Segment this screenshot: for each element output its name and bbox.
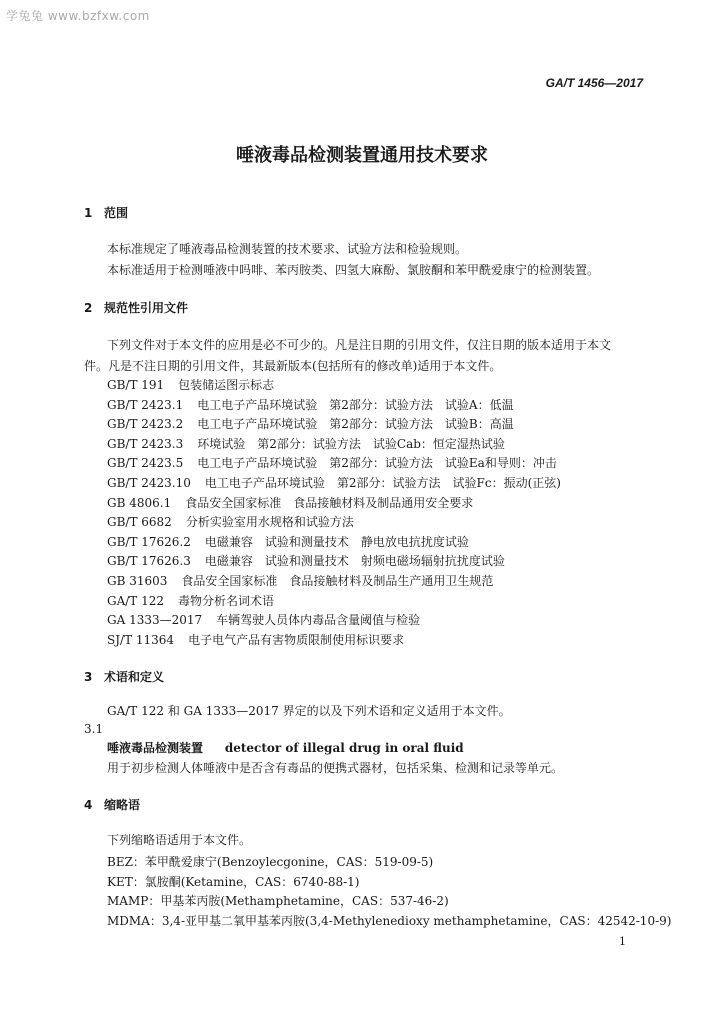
- reference-title: 毒物分析名词术语: [178, 593, 275, 608]
- reference-code: GB/T 6682: [107, 515, 172, 530]
- reference-code: GB/T 17626.2: [107, 534, 191, 549]
- section-2-intro-line-2: 件。凡是不注日期的引用文件，其最新版本(包括所有的修改单)适用于本文件。: [84, 359, 502, 373]
- abbreviation-item: KET：氯胺酮(Ketamine，CAS：6740-88-1): [107, 874, 360, 889]
- reference-code: GB/T 17626.3: [107, 554, 191, 569]
- reference-code: GA 1333—2017: [107, 613, 203, 628]
- reference-code: GB 31603: [107, 574, 168, 588]
- reference-code: GB/T 2423.1: [107, 397, 184, 412]
- abbreviation-item: MDMA：3,4-亚甲基二氧甲基苯丙胺(3,4-Methylenedioxy methamphetamine，CAS：42542-10-9): [107, 913, 672, 928]
- reference-title: 环境试验 第2部分：试验方法 试验Cab：恒定湿热试验: [197, 436, 505, 451]
- page-number: 1: [619, 935, 626, 948]
- section-1-paragraph-1: 本标准规定了唾液毒品检测装置的技术要求、试验方法和检验规则。: [107, 242, 468, 256]
- reference-item: [107, 594, 274, 608]
- reference-title: 电工电子产品环境试验 第2部分：试验方法 试验Fc：振动(正弦): [204, 476, 561, 490]
- reference-title: 分析实验室用水规格和试验方法: [185, 515, 354, 530]
- section-1-title: 范围: [104, 206, 129, 220]
- reference-title: 电工电子产品环境试验 第2部分：试验方法 试验A：低温: [197, 397, 514, 412]
- reference-item: [107, 554, 505, 568]
- section-4-intro: 下列缩略语适用于本文件。: [107, 833, 252, 847]
- reference-title: 电子电气产品有害物质限制使用标识要求: [188, 632, 405, 647]
- watermark: 学兔兔 www.bzfxw.com: [6, 9, 150, 23]
- term-entry: [107, 741, 464, 755]
- section-4-title: 缩略语: [104, 798, 141, 812]
- abbreviation-item: BEZ：苯甲酰爱康宁(Benzoylecgonine，CAS：519-09-5): [107, 855, 434, 869]
- section-2-intro-line-1: 下列文件对于本文件的应用是必不可少的。凡是注日期的引用文件，仅注日期的版本适用于本文: [107, 338, 612, 352]
- section-1-paragraph-2: 本标准适用于检测唾液中吗啡、苯丙胺类、四氢大麻酚、氯胺酮和苯甲酰爱康宁的检测装置。: [107, 263, 600, 277]
- section-1-number: 1: [84, 206, 93, 220]
- reference-code: GB/T 2423.2: [107, 417, 184, 432]
- reference-item: [107, 417, 514, 431]
- reference-item: [107, 633, 404, 647]
- reference-title: 电工电子产品环境试验 第2部分：试验方法 试验Ea和导则：冲击: [197, 456, 557, 471]
- reference-title: 车辆驾驶人员体内毒品含量阈值与检验: [216, 613, 421, 628]
- reference-title: 电磁兼容 试验和测量技术 射频电磁场辐射抗扰度试验: [204, 554, 505, 569]
- term-number: 3.1: [84, 722, 104, 736]
- reference-code: GB/T 191: [107, 378, 165, 392]
- reference-item: [107, 613, 420, 627]
- reference-item: [107, 574, 493, 588]
- abbreviation-item: MAMP：甲基苯丙胺(Methamphetamine，CAS：537-46-2): [107, 894, 449, 908]
- section-4-number: 4: [84, 798, 93, 812]
- section-2-title: 规范性引用文件: [104, 301, 189, 315]
- term-definition: 用于初步检测人体唾液中是否含有毒品的便携式器材，包括采集、检测和记录等单元。: [107, 761, 564, 775]
- reference-item: [107, 535, 469, 549]
- reference-code: GB 4806.1: [107, 495, 172, 510]
- reference-item: [107, 456, 557, 470]
- section-2-number: 2: [84, 301, 93, 315]
- reference-code: GB/T 2423.5: [107, 456, 184, 471]
- reference-title: 电磁兼容 试验和测量技术 静电放电抗扰度试验: [204, 534, 469, 549]
- term-chinese: 唾液毒品检测装置: [107, 741, 204, 755]
- reference-item: [107, 515, 354, 529]
- section-3-title: 术语和定义: [104, 670, 165, 684]
- reference-item: [107, 398, 514, 412]
- reference-code: SJ/T 11364: [107, 632, 175, 647]
- standard-number: GA/T 1456—2017: [545, 76, 643, 90]
- reference-item: [107, 496, 473, 510]
- reference-title: 包装储运图示标志: [178, 378, 275, 392]
- section-3-number: 3: [84, 670, 93, 684]
- document-title: 唾液毒品检测装置通用技术要求: [236, 145, 488, 166]
- reference-code: GA/T 122: [107, 593, 165, 608]
- term-english: detector of illegal drug in oral fluid: [224, 741, 464, 755]
- reference-item: [107, 437, 505, 451]
- section-3-intro: GA/T 122 和 GA 1333—2017 界定的以及下列术语和定义适用于本文件。: [107, 704, 511, 718]
- reference-title: 食品安全国家标准 食品接触材料及制品生产通用卫生规范: [181, 574, 494, 588]
- reference-item: [107, 378, 274, 392]
- reference-item: [107, 476, 561, 490]
- reference-title: 电工电子产品环境试验 第2部分：试验方法 试验B：高温: [197, 417, 514, 432]
- reference-code: GB/T 2423.3: [107, 436, 184, 451]
- reference-code: GB/T 2423.10: [107, 476, 191, 490]
- reference-title: 食品安全国家标准 食品接触材料及制品通用安全要求: [185, 495, 474, 510]
